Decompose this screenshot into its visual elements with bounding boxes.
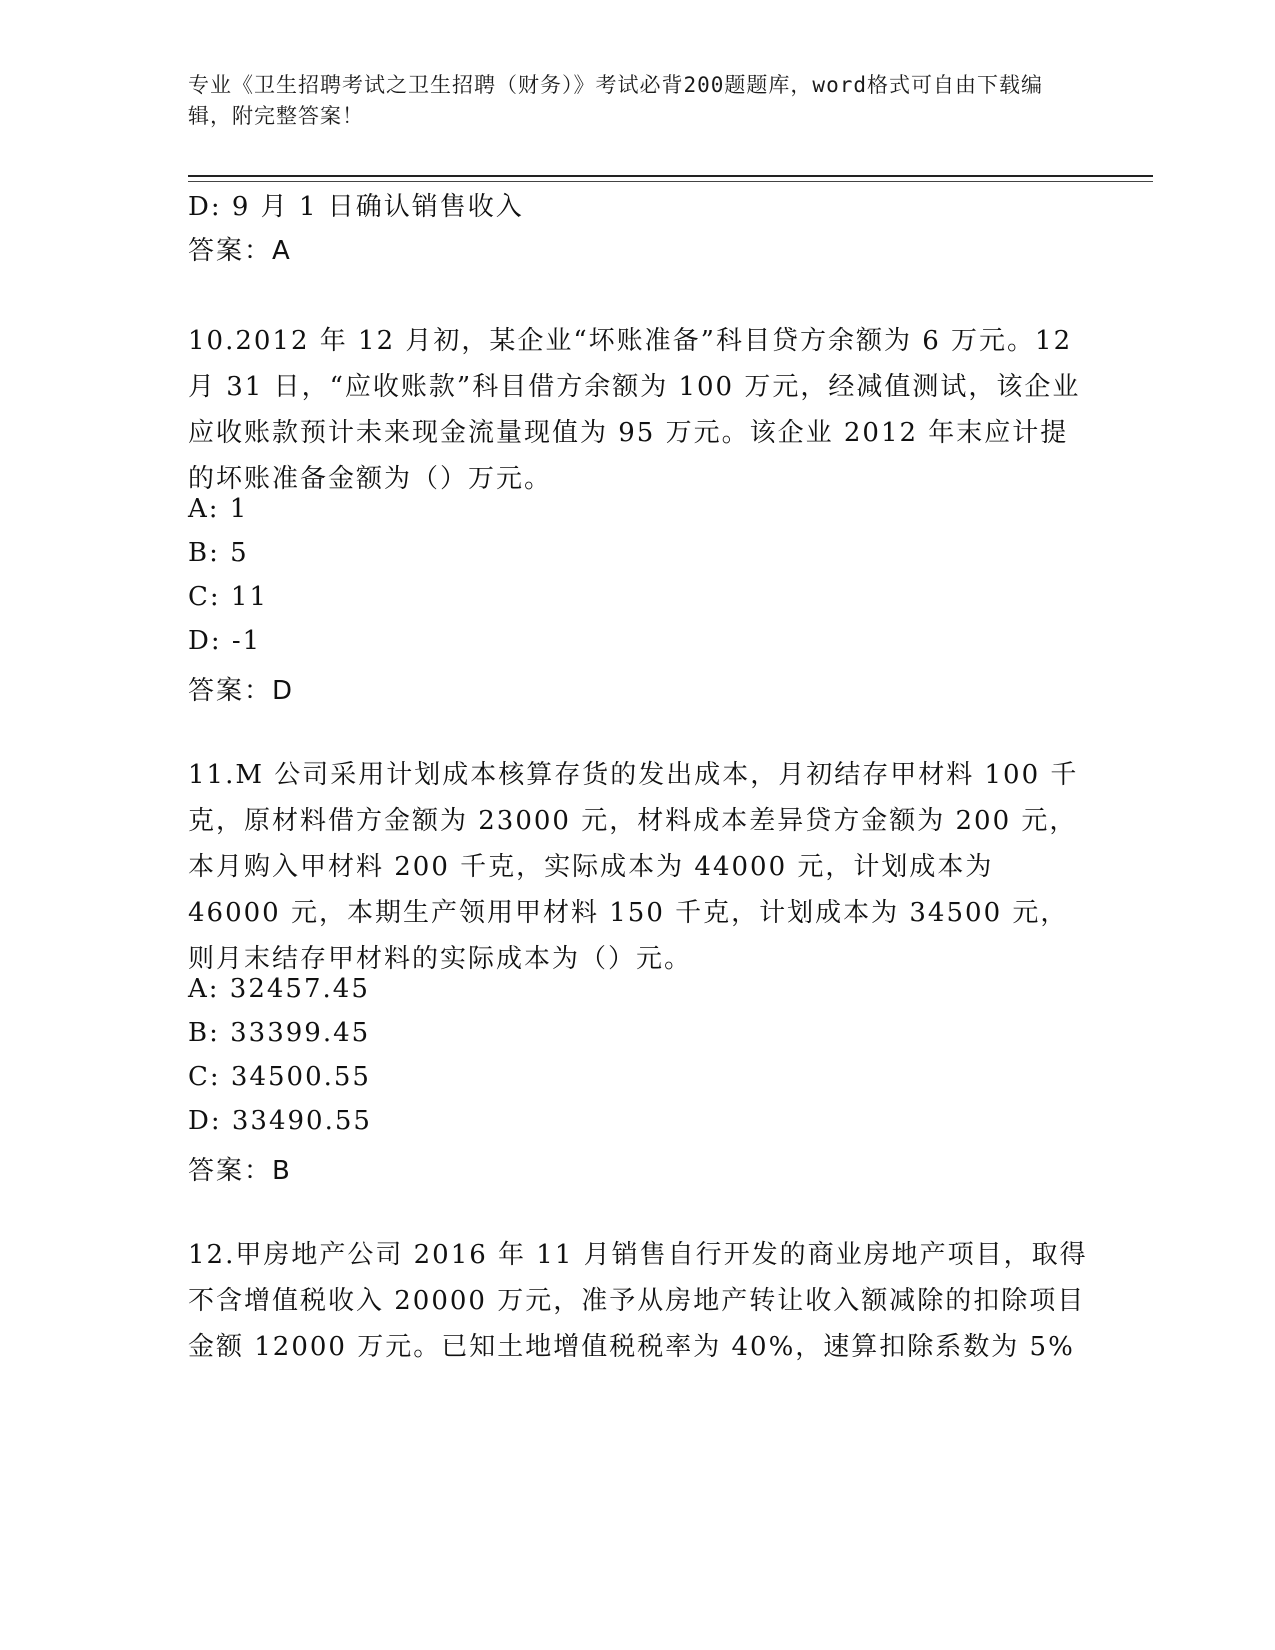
question-11-answer: 答案：B <box>188 1156 292 1186</box>
header-rule-thin <box>188 181 1153 182</box>
prev-question-answer: 答案：A <box>188 236 292 266</box>
question-11-option-b: B: 33399.45 <box>188 1018 371 1048</box>
header-rule-thick <box>188 175 1153 177</box>
question-10-answer: 答案：D <box>188 676 295 706</box>
question-12-stem: 12.甲房地产公司 2016 年 11 月销售自行开发的商业房地产项目，取得不含增值税收入 20000 万元，准予从房地产转让收入额减除的扣除项目金额 12000 万元。已知土地增值税税率为 40%，速算扣除系数为 5% <box>188 1240 1088 1362</box>
question-10-option-b: B: 5 <box>188 538 249 568</box>
question-11-option-d: D: 33490.55 <box>188 1106 372 1136</box>
question-11-stem: 11.M 公司采用计划成本核算存货的发出成本，月初结存甲材料 100 千克，原材料借方金额为 23000 元，材料成本差异贷方金额为 200 元，本月购入甲材料 200 千克，实际成本为 44000 元，计划成本为 46000 元，本期生产领用甲材料 150 千克，计划成本为 34500 元，则月末结存甲材料的实际成本为（）元。 <box>188 760 1079 974</box>
question-11-option-c: C: 34500.55 <box>188 1062 371 1092</box>
question-10-option-a: A: 1 <box>188 494 249 524</box>
document-header: 专业《卫生招聘考试之卫生招聘（财务）》考试必背200题题库，word格式可自由下载编辑，附完整答案！ <box>188 73 1043 128</box>
question-10-stem: 10.2012 年 12 月初，某企业“坏账准备”科目贷方余额为 6 万元。12 月 31 日，“应收账款”科目借方余额为 100 万元，经减值测试，该企业应收账款预计未来现金流量现值为 95 万元。该企业 2012 年末应计提的坏账准备金额为（）万元。 <box>188 326 1081 494</box>
prev-question-option-d: D: 9 月 1 日确认销售收入 <box>188 192 524 222</box>
question-10-option-d: D: -1 <box>188 626 262 656</box>
question-10-option-c: C: 11 <box>188 582 269 612</box>
question-11-option-a: A: 32457.45 <box>188 974 370 1004</box>
